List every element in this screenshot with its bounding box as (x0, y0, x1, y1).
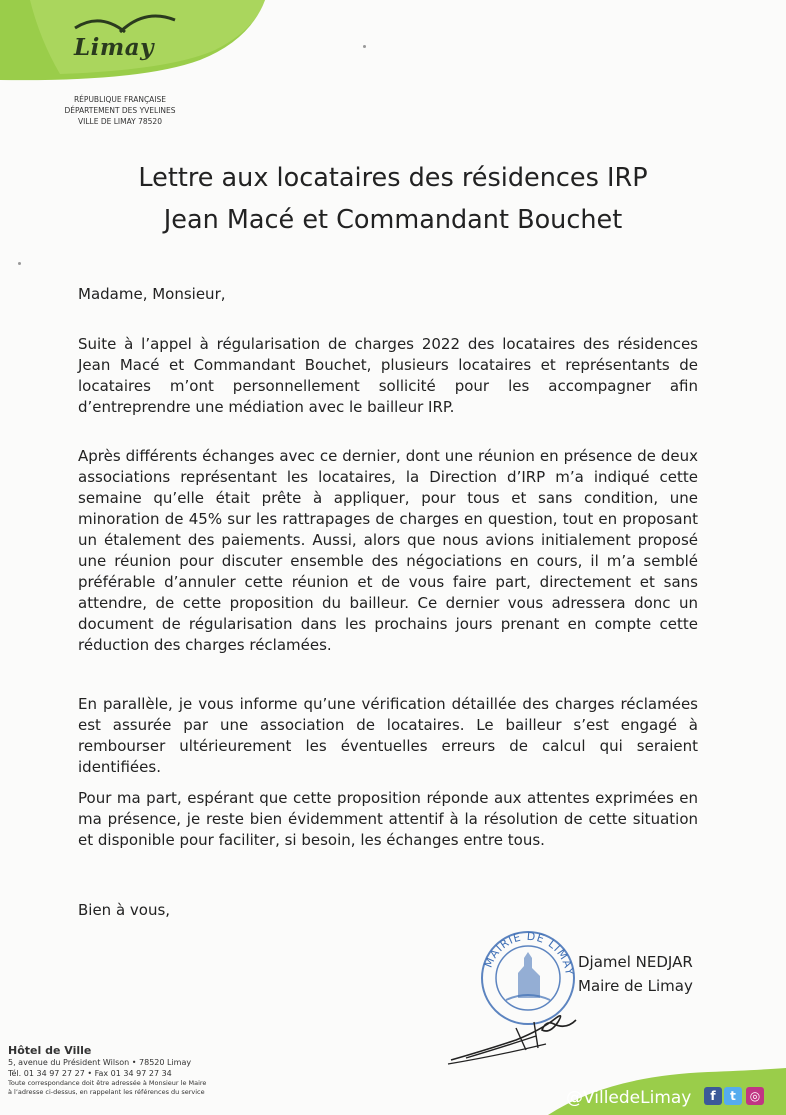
paragraph-1: Suite à l’appel à régularisation de charges 2022 des locataires des résidences Jean Macé et Commandant Bouchet, plusieurs locataires et représentants de locataires m’ont personnellement sollicité pour les accompagner afin d’entreprendre une médiation avec le bailleur IRP. (78, 335, 698, 416)
footer-note: Toute correspondance doit être adressée à Monsieur le Maire (8, 1079, 207, 1087)
footer-address: 5, avenue du Président Wilson • 78520 Limay (8, 1058, 192, 1067)
paper-speck (363, 45, 366, 48)
footer-note: à l’adresse ci-dessus, en rappelant les références du service (8, 1087, 205, 1096)
signer-role: Maire de Limay (578, 977, 693, 995)
facebook-icon: f (704, 1087, 722, 1105)
letter-title-line-2: Jean Macé et Commandant Bouchet (163, 205, 623, 235)
instagram-icon: ◎ (746, 1087, 764, 1105)
paper-speck (18, 262, 21, 265)
administrative-header (50, 94, 190, 127)
handwritten-signature (446, 1000, 586, 1070)
paragraph-2: Après différents échanges avec ce dernier, dont une réunion en présence de deux associations représentant les locataires, la Direction d’IRP m’a indiqué cette semaine qu’elle était prête à appliquer, pour tous et sans condition, une minoration de 45% sur les rattrapages de charges en question, tout en proposant un étalement des paiements. Aussi, alors que nous avions initialement proposé une réunion pour discuter ensemble des négociations en cours, il m’a semblé préférable d’annuler cette réunion et de vous faire part, directement et sans attendre, de cette proposition du bailleur. Ce dernier vous adressera donc un document de régularisation dans les prochains jours prenant en compte cette réduction des charges réclamées. (78, 447, 698, 654)
admin-line: DÉPARTEMENT DES YVELINES (64, 106, 176, 115)
footer-title: Hôtel de Ville (8, 1044, 92, 1057)
footer-contact (8, 1044, 248, 1096)
admin-line: RÉPUBLIQUE FRANÇAISE (73, 95, 167, 104)
paragraph-4: Pour ma part, espérant que cette proposition réponde aux attentes exprimées en ma présence, je reste bien évidemment attentif à la résolution de cette situation et disponible pour faciliter, si besoin, les échanges entre tous. (78, 789, 698, 849)
social-handle: @VilledeLimay (566, 1088, 692, 1108)
admin-line: VILLE DE LIMAY 78520 (78, 117, 162, 126)
signer-name: Djamel NEDJAR (578, 953, 693, 971)
letter-title-line-1: Lettre aux locataires des résidences IRP (138, 163, 648, 193)
paragraph-3: En parallèle, je vous informe qu’une vérification détaillée des charges réclamées est assurée par une association de locataires. Le bailleur s’est engagé à rembourser ultérieurement les éventuelles erreurs de calcul qui seraient identifiées. (78, 695, 698, 776)
twitter-icon: t (724, 1087, 742, 1105)
closing: Bien à vous, (78, 901, 171, 919)
svg-text:MAIRIE DE LIMAY: MAIRIE DE LIMAY (481, 929, 577, 977)
footer-phone: Tél. 01 34 97 27 27 • Fax 01 34 97 27 34 (8, 1068, 172, 1078)
logo-text: Limay (74, 34, 155, 61)
salutation: Madame, Monsieur, (78, 285, 226, 303)
